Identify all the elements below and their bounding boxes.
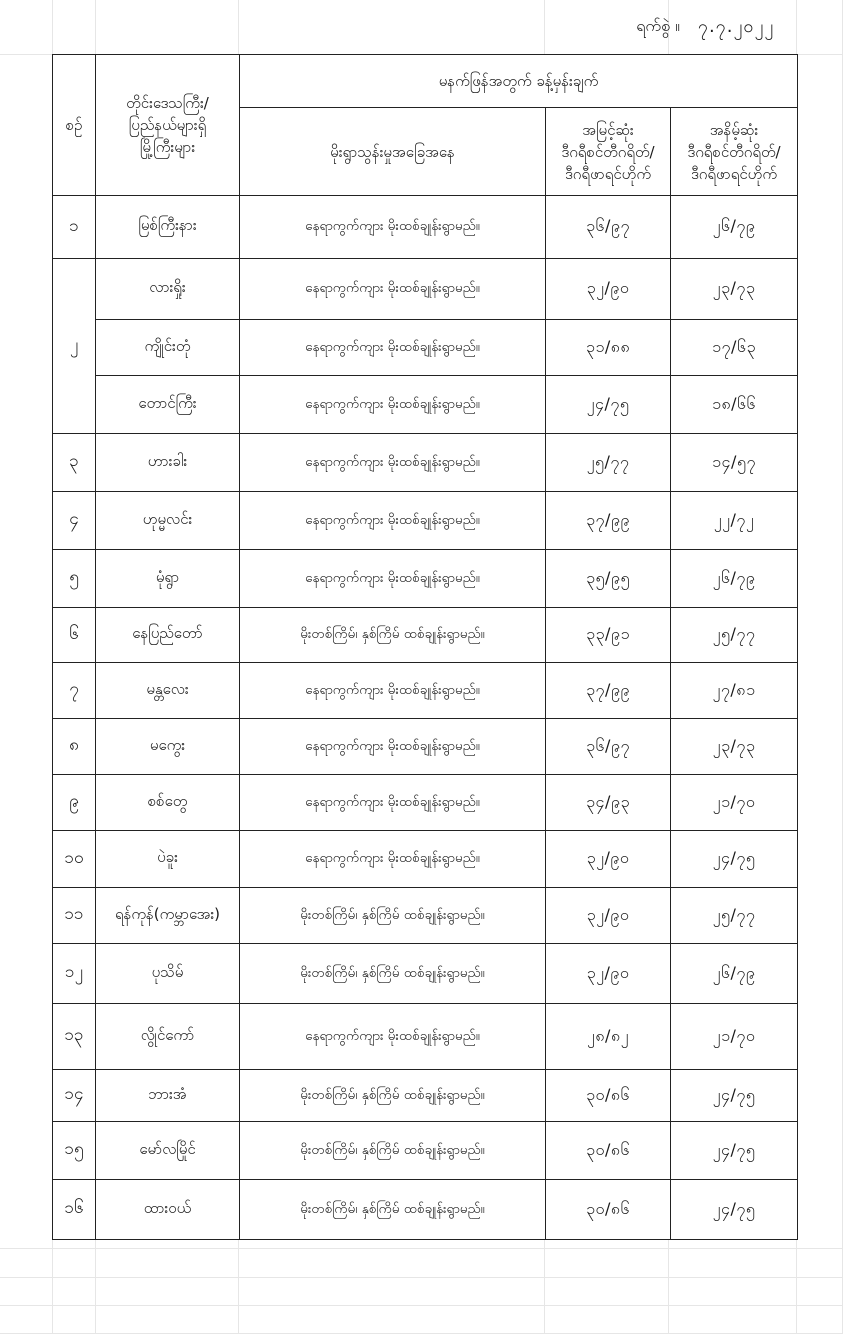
weather-condition-cell: နေရာကွက်ကျား မိုးထစ်ချုန်းရွာမည်။ — [240, 663, 546, 719]
table-row — [53, 550, 798, 608]
serial-cell: ၁၆ — [53, 1180, 96, 1240]
city-cell: ပုသိမ် — [96, 944, 240, 1004]
min-temp-cell: ၂၄/၇၅ — [671, 1122, 798, 1180]
header-min-temp — [671, 108, 798, 196]
grid-line-horizontal — [0, 1248, 843, 1249]
max-temp-cell: ၃၀/၈၆ — [546, 1180, 671, 1240]
min-temp-cell: ၂၄/၇၅ — [671, 831, 798, 888]
weather-condition-cell: မိုးတစ်ကြိမ်၊ နှစ်ကြိမ် ထစ်ချုန်းရွာမည်။ — [240, 1122, 546, 1180]
max-temp-cell: ၃၂/၉၀ — [546, 944, 671, 1004]
weather-condition-cell: မိုးတစ်ကြိမ်၊ နှစ်ကြိမ် ထစ်ချုန်းရွာမည်။ — [240, 608, 546, 663]
max-temp-cell: ၃၅/၉၅ — [546, 550, 671, 608]
min-temp-cell: ၂၁/၇၀ — [671, 1004, 798, 1070]
city-cell: ဟားခါး — [96, 434, 240, 492]
header-forecast-group: မနက်ဖြန်အတွက် ခန့်မှန်းချက် — [240, 55, 798, 108]
city-cell: လားရှိုး — [96, 259, 240, 320]
min-temp-cell: ၁၈/၆၆ — [671, 376, 798, 434]
min-temp-cell: ၁၇/၆၃ — [671, 320, 798, 376]
weather-condition-cell: နေရာကွက်ကျား မိုးထစ်ချုန်းရွာမည်။ — [240, 320, 546, 376]
max-temp-cell: ၂၈/၈၂ — [546, 1004, 671, 1070]
max-temp-cell: ၃၀/၈၆ — [546, 1122, 671, 1180]
serial-cell: ၂ — [53, 259, 96, 434]
city-cell: မြစ်ကြီးနား — [96, 196, 240, 259]
weather-condition-cell: နေရာကွက်ကျား မိုးထစ်ချုန်းရွာမည်။ — [240, 1004, 546, 1070]
min-temp-cell: ၂၆/၇၉ — [671, 944, 798, 1004]
table-row — [53, 719, 798, 775]
serial-cell: ၃ — [53, 434, 96, 492]
table-row — [53, 1180, 798, 1240]
city-cell: ကျိုင်းတုံ — [96, 320, 240, 376]
min-temp-cell: ၂၆/၇၉ — [671, 196, 798, 259]
city-cell: ဟုမ္မလင်း — [96, 492, 240, 550]
header-region-text: တိုင်းဒေသကြီး/ ပြည်နယ်များရှိ မြို့ကြီးများ — [126, 94, 209, 156]
serial-cell: ၉ — [53, 775, 96, 831]
max-temp-cell: ၃၂/၉၀ — [546, 831, 671, 888]
weather-condition-cell: နေရာကွက်ကျား မိုးထစ်ချုန်းရွာမည်။ — [240, 775, 546, 831]
table-row — [53, 888, 798, 944]
min-temp-cell: ၂၁/၇၀ — [671, 775, 798, 831]
serial-cell: ၈ — [53, 719, 96, 775]
city-cell: တောင်ကြီး — [96, 376, 240, 434]
header-serial: စဉ် — [53, 55, 96, 196]
city-cell: နေပြည်တော် — [96, 608, 240, 663]
weather-condition-cell: နေရာကွက်ကျား မိုးထစ်ချုန်းရွာမည်။ — [240, 719, 546, 775]
weather-condition-cell: နေရာကွက်ကျား မိုးထစ်ချုန်းရွာမည်။ — [240, 196, 546, 259]
min-temp-cell: ၁၄/၅၇ — [671, 434, 798, 492]
serial-cell: ၇ — [53, 663, 96, 719]
table-row — [53, 1070, 798, 1122]
min-temp-cell: ၂၃/၇၃ — [671, 719, 798, 775]
serial-cell: ၁၁ — [53, 888, 96, 944]
date-label: ရက်စွဲ ။ — [636, 16, 680, 35]
city-cell: လွိုင်ကော် — [96, 1004, 240, 1070]
table-row — [53, 1122, 798, 1180]
weather-condition-cell: မိုးတစ်ကြိမ်၊ နှစ်ကြိမ် ထစ်ချုန်းရွာမည်။ — [240, 1070, 546, 1122]
header-max-temp-text: အမြင့်ဆုံး ဒီဂရီစင်တီဂရိတ်/ ဒီဂရီဖာရင်ဟိုက် — [561, 120, 655, 183]
date-value: ၇.၇.၂၀၂၂ — [697, 15, 775, 37]
min-temp-cell: ၂၃/၇၃ — [671, 259, 798, 320]
serial-cell: ၁ — [53, 196, 96, 259]
city-cell: မန္တလေး — [96, 663, 240, 719]
max-temp-cell: ၃၆/၉၇ — [546, 196, 671, 259]
table-row — [53, 259, 798, 320]
max-temp-cell: ၃၃/၉၁ — [546, 608, 671, 663]
min-temp-cell: ၂၄/၇၅ — [671, 1070, 798, 1122]
serial-cell: ၅ — [53, 550, 96, 608]
max-temp-cell: ၃၂/၉၀ — [546, 259, 671, 320]
table-row — [53, 492, 798, 550]
table-row — [53, 831, 798, 888]
min-temp-cell: ၂၅/၇၇ — [671, 888, 798, 944]
max-temp-cell: ၂၄/၇၅ — [546, 376, 671, 434]
header-region — [96, 55, 240, 196]
grid-line-horizontal — [0, 1305, 843, 1306]
city-cell: ပဲခူး — [96, 831, 240, 888]
table-row — [53, 608, 798, 663]
table-body — [53, 196, 798, 1240]
min-temp-cell: ၂၇/၈၁ — [671, 663, 798, 719]
city-cell: မုံရွာ — [96, 550, 240, 608]
table-row — [53, 663, 798, 719]
weather-condition-cell: မိုးတစ်ကြိမ်၊ နှစ်ကြိမ် ထစ်ချုန်းရွာမည်။ — [240, 1180, 546, 1240]
weather-condition-cell: နေရာကွက်ကျား မိုးထစ်ချုန်းရွာမည်။ — [240, 550, 546, 608]
city-cell: ရန်ကုန်(ကမ္ဘာအေး) — [96, 888, 240, 944]
min-temp-cell: ၂၄/၇၅ — [671, 1180, 798, 1240]
max-temp-cell: ၃၇/၉၉ — [546, 663, 671, 719]
serial-cell: ၁၅ — [53, 1122, 96, 1180]
table-row — [53, 944, 798, 1004]
weather-forecast-table — [52, 54, 798, 1240]
city-cell: ထားဝယ် — [96, 1180, 240, 1240]
table-row — [53, 376, 798, 434]
table-row — [53, 775, 798, 831]
grid-line-horizontal — [0, 1277, 843, 1278]
weather-condition-cell: မိုးတစ်ကြိမ်၊ နှစ်ကြိမ် ထစ်ချုန်းရွာမည်။ — [240, 888, 546, 944]
table-row — [53, 320, 798, 376]
city-cell: ဘားအံ — [96, 1070, 240, 1122]
city-cell: မကွေး — [96, 719, 240, 775]
header-min-temp-text: အနိမ့်ဆုံး ဒီဂရီစင်တီဂရိတ်/ ဒီဂရီဖာရင်ဟိုက် — [687, 120, 781, 183]
serial-cell: ၁၂ — [53, 944, 96, 1004]
city-cell: မော်လမြိုင် — [96, 1122, 240, 1180]
weather-condition-cell: နေရာကွက်ကျား မိုးထစ်ချုန်းရွာမည်။ — [240, 831, 546, 888]
table-row — [53, 196, 798, 259]
serial-cell: ၁၄ — [53, 1070, 96, 1122]
header-row-top — [53, 55, 798, 108]
serial-cell: ၁၃ — [53, 1004, 96, 1070]
city-cell: စစ်တွေ — [96, 775, 240, 831]
serial-cell: ၆ — [53, 608, 96, 663]
max-temp-cell: ၃၂/၉၀ — [546, 888, 671, 944]
min-temp-cell: ၂၂/၇၂ — [671, 492, 798, 550]
serial-cell: ၁၀ — [53, 831, 96, 888]
weather-condition-cell: မိုးတစ်ကြိမ်၊ နှစ်ကြိမ် ထစ်ချုန်းရွာမည်။ — [240, 944, 546, 1004]
max-temp-cell: ၃၆/၉၇ — [546, 719, 671, 775]
max-temp-cell: ၃၇/၉၉ — [546, 492, 671, 550]
weather-condition-cell: နေရာကွက်ကျား မိုးထစ်ချုန်းရွာမည်။ — [240, 259, 546, 320]
max-temp-cell: ၃၁/၈၈ — [546, 320, 671, 376]
weather-condition-cell: နေရာကွက်ကျား မိုးထစ်ချုန်းရွာမည်။ — [240, 492, 546, 550]
min-temp-cell: ၂၆/၇၉ — [671, 550, 798, 608]
weather-condition-cell: နေရာကွက်ကျား မိုးထစ်ချုန်းရွာမည်။ — [240, 376, 546, 434]
max-temp-cell: ၃၀/၈၆ — [546, 1070, 671, 1122]
header-max-temp — [546, 108, 671, 196]
max-temp-cell: ၃၄/၉၃ — [546, 775, 671, 831]
min-temp-cell: ၂၅/၇၇ — [671, 608, 798, 663]
serial-cell: ၄ — [53, 492, 96, 550]
header-weather: မိုးရွာသွန်းမှုအခြေအနေ — [240, 108, 546, 196]
max-temp-cell: ၂၅/၇၇ — [546, 434, 671, 492]
table-row — [53, 434, 798, 492]
table-row — [53, 1004, 798, 1070]
weather-condition-cell: နေရာကွက်ကျား မိုးထစ်ချုန်းရွာမည်။ — [240, 434, 546, 492]
